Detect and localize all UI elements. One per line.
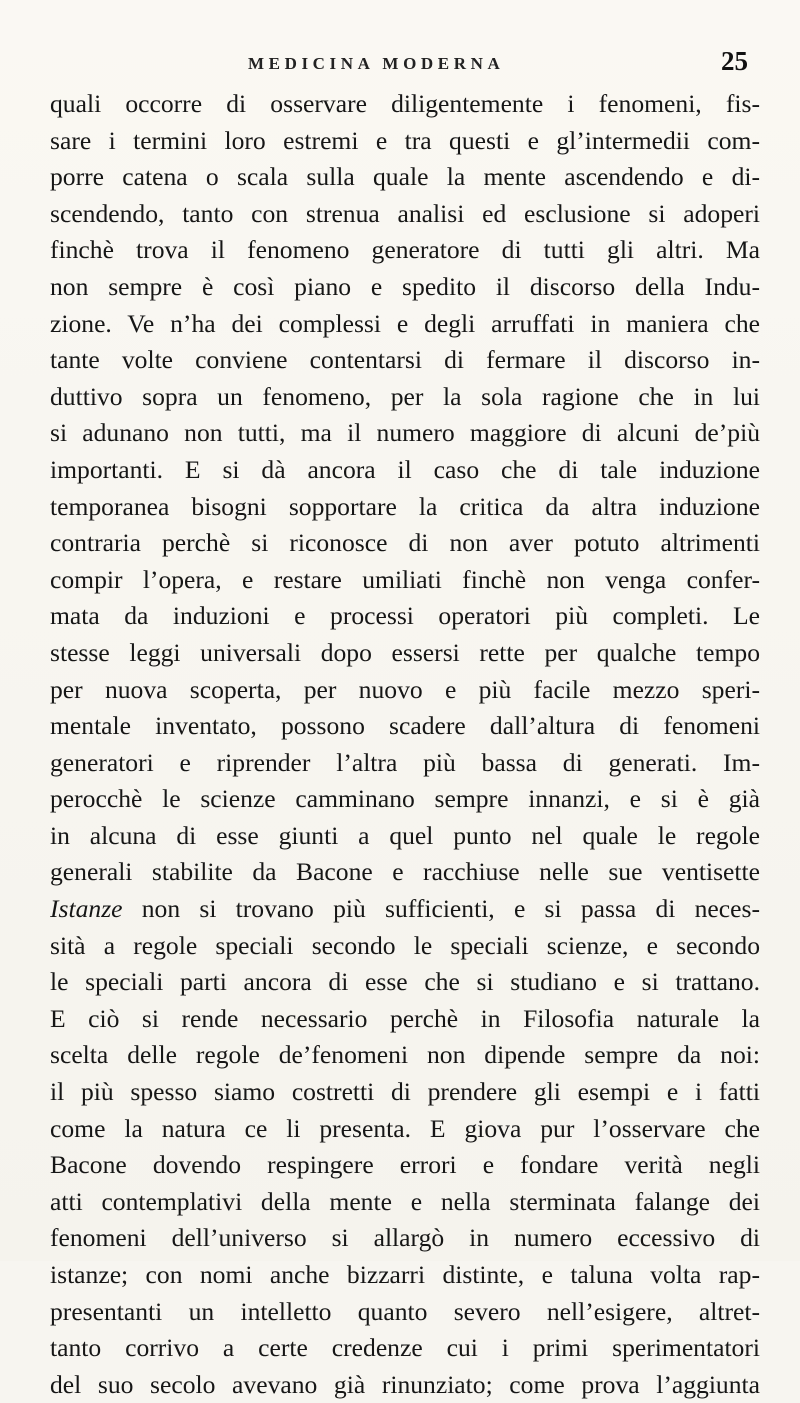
text-line: importanti. E si dà ancora il caso che di tale induzione [50,454,760,484]
text-line: per nuova scoperta, per nuovo e più facile mezzo speri- [50,674,760,704]
text-line: come la natura ce li presenta. E giova pur l’osservare che [50,1113,760,1143]
text-line: generali stabilite da Bacone e racchiuse nelle sue ventisette [50,857,760,887]
text-line: non sempre è così piano e spedito il discorso della Indu- [50,271,760,301]
text-line: fenomeni dell’universo si allargò in numero eccessivo di [50,1223,760,1253]
text-line: mata da induzioni e processi operatori più completi. Le [50,601,760,631]
text-line: le speciali parti ancora di esse che si studiano e si trattano. [50,967,760,997]
text-line: porre catena o scala sulla quale la mente ascendendo e di- [50,162,760,192]
text-line: quali occorre di osservare diligentemente i fenomeni, fis- [50,89,760,118]
text-line: tanto corrivo a certe credenze cui i primi sperimentatori [50,1333,760,1363]
text-line: scendendo, tanto con strenua analisi ed esclusione si adoperi [50,198,760,228]
text-line: il più spesso siamo costretti di prendere gli esempi e i fatti [50,1077,760,1107]
text-line: Bacone dovendo respingere errori e fondare verità negli [50,1150,760,1180]
text-line: atti contemplativi della mente e nella sterminata falange dei [50,1186,760,1216]
text-line: in alcuna di esse giunti a quel punto nel quale le regole [50,820,760,850]
text-line: compir l’opera, e restare umiliati finchè non venga confer- [50,564,760,594]
text-line: perocchè le scienze camminano sempre innanzi, e si è già [50,784,760,814]
text-line: sare i termini loro estremi e tra questi e gl’intermedii com- [50,125,760,155]
text-line: duttivo sopra un fenomeno, per la sola ragione che in lui [50,381,760,411]
running-head [0,46,800,82]
running-title: MEDICINA MODERNA [248,54,505,73]
text-line: zione. Ve n’ha dei complessi e degli arruffati in maniera che [50,308,760,338]
text-line: sità a regole speciali secondo le speciali scienze, e secondo [50,930,760,960]
text-line: tante volte conviene contentarsi di fermare il discorso in- [50,345,760,375]
text-line: scelta delle regole de’fenomeni non dipende sempre da noi: [50,1040,760,1070]
text-line: contraria perchè si riconosce di non aver potuto altrimenti [50,528,760,558]
text-line: mentale inventato, possono scadere dall’altura di fenomeni [50,711,760,741]
text-line: stesse leggi universali dopo essersi rette per qualche tempo [50,637,760,667]
text-line: E ciò si rende necessario perchè in Filosofia naturale la [50,1003,760,1033]
text-line: del suo secolo avevano già rinunziato; come prova l’aggiunta [50,1369,760,1399]
text-line: presentanti un intelletto quanto severo nell’esigere, altret- [50,1296,760,1326]
page-number: 25 [721,46,748,76]
body-text [50,86,760,1403]
text-line: finchè trova il fenomeno generatore di tutti gli altri. Ma [50,235,760,265]
text-line: istanze; con nomi anche bizzarri distinte, e taluna volta rap- [50,1260,760,1289]
text-line: temporanea bisogni sopportare la critica da altra induzione [50,491,760,521]
text-line: si adunano non tutti, ma il numero maggiore di alcuni de’più [50,418,760,448]
text-line: generatori e riprender l’altra più bassa di generati. Im- [50,747,760,777]
text-line-italic-start: Istanze non si trovano più sufficienti, e si passa di neces- [50,894,760,924]
